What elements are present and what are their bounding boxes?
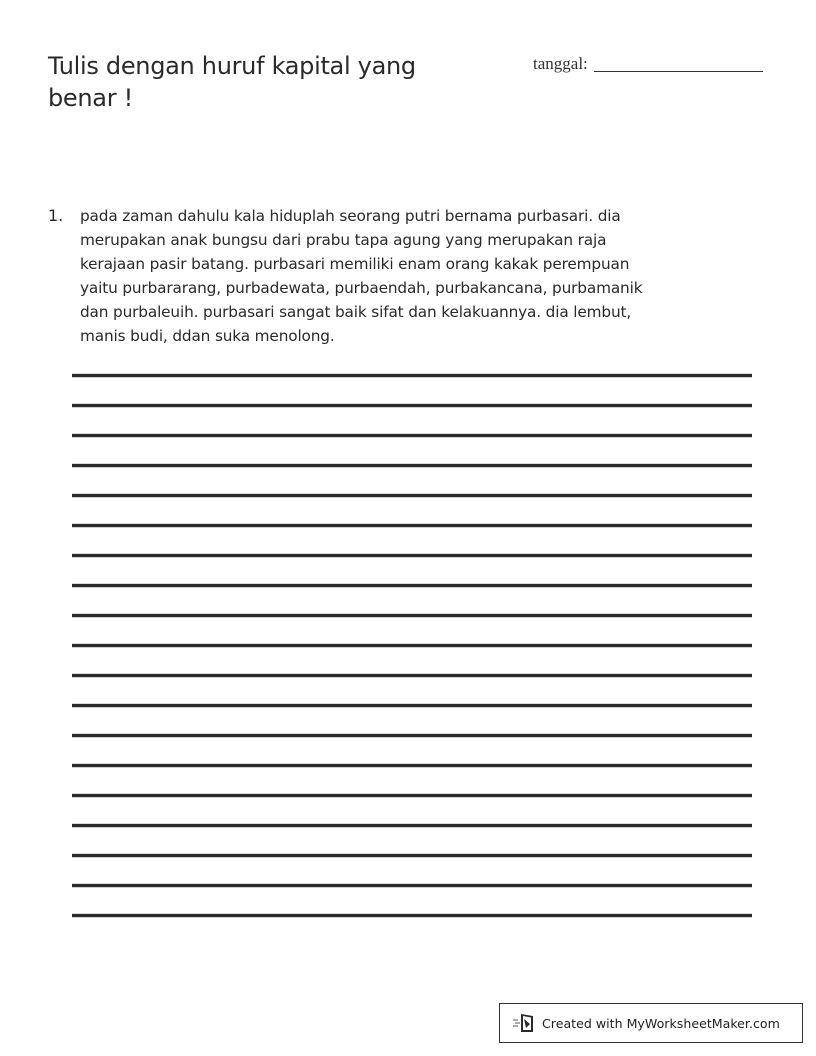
- answer-line: [72, 584, 752, 587]
- answer-line: [72, 644, 752, 647]
- answer-line: [72, 464, 752, 467]
- worksheet-title: Tulis dengan huruf kapital yang benar !: [48, 52, 416, 112]
- answer-line: [72, 764, 752, 767]
- answer-line: [72, 674, 752, 677]
- created-with-badge[interactable]: [499, 1003, 803, 1043]
- answer-line: [72, 374, 752, 377]
- date-label: tanggal:: [533, 54, 588, 73]
- answer-line: [72, 854, 752, 857]
- answer-line: [72, 404, 752, 407]
- question-number: 1.: [48, 206, 64, 225]
- answer-line: [72, 794, 752, 797]
- answer-line: [72, 734, 752, 737]
- question-text-line: merupakan anak bungsu dari prabu tapa agung yang merupakan raja: [80, 231, 607, 249]
- answer-line: [72, 554, 752, 557]
- question-text-line: yaitu purbararang, purbadewata, purbaendah, purbakancana, purbamanik: [80, 279, 643, 297]
- answer-line: [72, 884, 752, 887]
- answer-line: [72, 824, 752, 827]
- date-blank-line: [594, 71, 763, 72]
- answer-line: [72, 914, 752, 917]
- question-text-line: kerajaan pasir batang. purbasari memiliki enam orang kakak perempuan: [80, 255, 630, 273]
- worksheet-logo-icon: [512, 1012, 536, 1034]
- answer-line: [72, 524, 752, 527]
- question-text-line: manis budi, ddan suka menolong.: [80, 327, 335, 345]
- answer-line: [72, 434, 752, 437]
- answer-line: [72, 494, 752, 497]
- question-text-line: dan purbaleuih. purbasari sangat baik sifat dan kelakuannya. dia lembut,: [80, 303, 632, 321]
- answer-lines: [72, 374, 752, 944]
- answer-line: [72, 704, 752, 707]
- question-text: [80, 204, 770, 348]
- question-text-line: pada zaman dahulu kala hiduplah seorang putri bernama purbasari. dia: [80, 207, 621, 225]
- question-item: [48, 204, 778, 348]
- answer-line: [72, 614, 752, 617]
- date-field: [533, 54, 763, 74]
- badge-text: Created with MyWorksheetMaker.com: [542, 1015, 780, 1031]
